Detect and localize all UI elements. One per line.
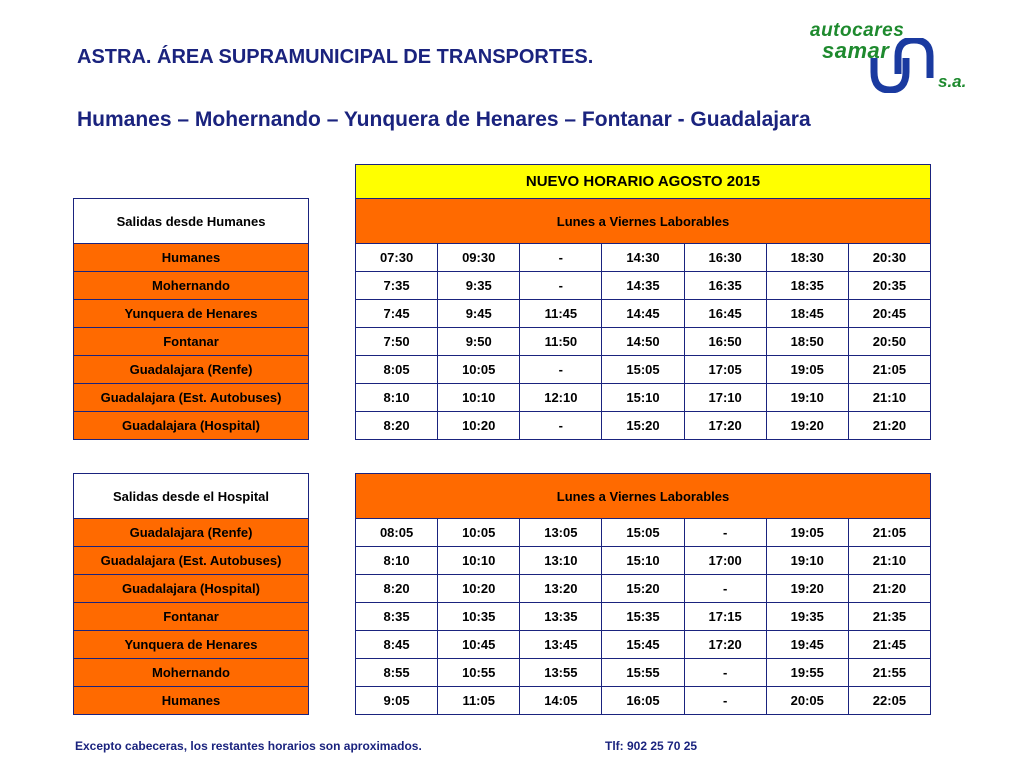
- time-cell: 19:20: [766, 412, 848, 440]
- time-cell: 15:35: [602, 603, 684, 631]
- time-cell: 18:50: [766, 328, 848, 356]
- time-cell: 16:05: [602, 687, 684, 715]
- stop-name: Guadalajara (Hospital): [74, 412, 309, 440]
- time-cell: 9:50: [438, 328, 520, 356]
- time-cell: -: [684, 659, 766, 687]
- time-cell: 18:45: [766, 300, 848, 328]
- stop-name: Humanes: [74, 687, 309, 715]
- time-cell: 19:05: [766, 519, 848, 547]
- inbound-times: [356, 519, 931, 715]
- stop-name: Yunquera de Henares: [74, 631, 309, 659]
- time-cell: 9:35: [438, 272, 520, 300]
- time-cell: 21:45: [848, 631, 930, 659]
- time-cell: 19:05: [766, 356, 848, 384]
- page-title: ASTRA. ÁREA SUPRAMUNICIPAL DE TRANSPORTES.: [77, 46, 594, 68]
- company-logo: [808, 18, 978, 96]
- time-cell: 15:20: [602, 575, 684, 603]
- stop-name: Humanes: [74, 244, 309, 272]
- time-cell: 7:45: [356, 300, 438, 328]
- time-cell: -: [684, 575, 766, 603]
- time-cell: 13:20: [520, 575, 602, 603]
- stop-row: [74, 603, 309, 631]
- time-cell: 21:35: [848, 603, 930, 631]
- time-cell: 7:35: [356, 272, 438, 300]
- time-row: [356, 412, 931, 440]
- time-cell: 8:55: [356, 659, 438, 687]
- time-cell: -: [520, 412, 602, 440]
- time-cell: 15:10: [602, 547, 684, 575]
- stop-row: [74, 272, 309, 300]
- time-cell: 10:20: [438, 412, 520, 440]
- time-cell: 17:20: [684, 412, 766, 440]
- time-cell: 21:20: [848, 412, 930, 440]
- time-cell: 21:10: [848, 384, 930, 412]
- time-cell: 17:15: [684, 603, 766, 631]
- stop-row: [74, 244, 309, 272]
- stop-name: Guadalajara (Hospital): [74, 575, 309, 603]
- stop-row: [74, 575, 309, 603]
- time-row: [356, 519, 931, 547]
- time-cell: 17:10: [684, 384, 766, 412]
- inbound-stops-table: [73, 473, 309, 715]
- time-cell: 20:30: [848, 244, 930, 272]
- time-cell: 8:05: [356, 356, 438, 384]
- stop-row: [74, 328, 309, 356]
- time-cell: 21:05: [848, 356, 930, 384]
- time-row: [356, 631, 931, 659]
- time-cell: -: [684, 687, 766, 715]
- logo-text-autocares: autocares: [810, 20, 905, 41]
- stop-row: [74, 356, 309, 384]
- time-cell: 19:35: [766, 603, 848, 631]
- stop-name: Guadalajara (Est. Autobuses): [74, 547, 309, 575]
- time-cell: 13:35: [520, 603, 602, 631]
- time-cell: 16:45: [684, 300, 766, 328]
- outbound-label: Salidas desde Humanes: [74, 199, 309, 244]
- time-cell: 10:55: [438, 659, 520, 687]
- footer-phone: Tlf: 902 25 70 25: [605, 739, 698, 753]
- time-cell: 20:05: [766, 687, 848, 715]
- time-cell: 18:30: [766, 244, 848, 272]
- time-cell: 12:10: [520, 384, 602, 412]
- stop-name: Guadalajara (Renfe): [74, 356, 309, 384]
- time-cell: 16:50: [684, 328, 766, 356]
- time-cell: 8:20: [356, 575, 438, 603]
- time-cell: 13:55: [520, 659, 602, 687]
- stop-row: [74, 300, 309, 328]
- stop-row: [74, 519, 309, 547]
- stop-row: [74, 687, 309, 715]
- stop-row: [74, 659, 309, 687]
- time-cell: 07:30: [356, 244, 438, 272]
- stop-name: Mohernando: [74, 272, 309, 300]
- time-cell: 19:20: [766, 575, 848, 603]
- time-cell: 8:10: [356, 547, 438, 575]
- time-cell: 09:30: [438, 244, 520, 272]
- time-cell: 15:55: [602, 659, 684, 687]
- time-cell: 15:10: [602, 384, 684, 412]
- stop-row: [74, 547, 309, 575]
- time-row: [356, 244, 931, 272]
- time-cell: -: [684, 519, 766, 547]
- logo-text-sa: s.a.: [938, 72, 967, 91]
- time-cell: 17:20: [684, 631, 766, 659]
- inbound-times-table: [355, 473, 931, 715]
- time-row: [356, 659, 931, 687]
- logo-text-samar: samar: [822, 38, 890, 63]
- time-cell: 14:45: [602, 300, 684, 328]
- time-cell: 13:45: [520, 631, 602, 659]
- time-row: [356, 603, 931, 631]
- outbound-service: Lunes a Viernes Laborables: [356, 199, 931, 244]
- time-cell: 19:10: [766, 384, 848, 412]
- time-cell: 20:50: [848, 328, 930, 356]
- outbound-times: [356, 244, 931, 440]
- time-cell: 17:05: [684, 356, 766, 384]
- stop-name: Mohernando: [74, 659, 309, 687]
- time-cell: 14:05: [520, 687, 602, 715]
- outbound-times-table: [355, 164, 931, 440]
- time-cell: 8:45: [356, 631, 438, 659]
- time-row: [356, 328, 931, 356]
- inbound-label: Salidas desde el Hospital: [74, 474, 309, 519]
- stop-row: [74, 384, 309, 412]
- outbound-stops: [74, 244, 309, 440]
- time-cell: 10:10: [438, 384, 520, 412]
- time-cell: 10:45: [438, 631, 520, 659]
- time-row: [356, 272, 931, 300]
- time-cell: 8:20: [356, 412, 438, 440]
- time-cell: 19:55: [766, 659, 848, 687]
- time-cell: 14:35: [602, 272, 684, 300]
- time-cell: 9:45: [438, 300, 520, 328]
- time-cell: 21:05: [848, 519, 930, 547]
- schedule-title: NUEVO HORARIO AGOSTO 2015: [356, 165, 931, 199]
- time-cell: 9:05: [356, 687, 438, 715]
- time-cell: 22:05: [848, 687, 930, 715]
- time-cell: 15:05: [602, 519, 684, 547]
- time-cell: 19:10: [766, 547, 848, 575]
- time-cell: -: [520, 356, 602, 384]
- footer-note: Excepto cabeceras, los restantes horarios son aproximados.: [75, 739, 422, 753]
- time-cell: 13:05: [520, 519, 602, 547]
- time-cell: 21:55: [848, 659, 930, 687]
- time-cell: 8:35: [356, 603, 438, 631]
- time-cell: 21:20: [848, 575, 930, 603]
- time-cell: 10:35: [438, 603, 520, 631]
- time-cell: 21:10: [848, 547, 930, 575]
- time-cell: 18:35: [766, 272, 848, 300]
- time-cell: 14:30: [602, 244, 684, 272]
- time-cell: 7:50: [356, 328, 438, 356]
- stop-name: Fontanar: [74, 603, 309, 631]
- time-row: [356, 687, 931, 715]
- time-row: [356, 384, 931, 412]
- time-cell: 17:00: [684, 547, 766, 575]
- outbound-stops-table: [73, 198, 309, 440]
- time-cell: 8:10: [356, 384, 438, 412]
- time-cell: 20:45: [848, 300, 930, 328]
- time-cell: -: [520, 244, 602, 272]
- time-cell: 13:10: [520, 547, 602, 575]
- time-cell: 11:50: [520, 328, 602, 356]
- time-cell: 11:05: [438, 687, 520, 715]
- time-cell: 14:50: [602, 328, 684, 356]
- time-cell: 15:20: [602, 412, 684, 440]
- time-row: [356, 547, 931, 575]
- inbound-service: Lunes a Viernes Laborables: [356, 474, 931, 519]
- time-cell: 10:05: [438, 356, 520, 384]
- stop-row: [74, 631, 309, 659]
- time-cell: -: [520, 272, 602, 300]
- stop-name: Guadalajara (Renfe): [74, 519, 309, 547]
- time-cell: 16:35: [684, 272, 766, 300]
- time-cell: 20:35: [848, 272, 930, 300]
- time-row: [356, 575, 931, 603]
- time-cell: 10:20: [438, 575, 520, 603]
- time-cell: 08:05: [356, 519, 438, 547]
- stop-name: Guadalajara (Est. Autobuses): [74, 384, 309, 412]
- stop-name: Fontanar: [74, 328, 309, 356]
- time-cell: 11:45: [520, 300, 602, 328]
- time-cell: 16:30: [684, 244, 766, 272]
- time-cell: 15:05: [602, 356, 684, 384]
- time-row: [356, 356, 931, 384]
- stop-row: [74, 412, 309, 440]
- stop-name: Yunquera de Henares: [74, 300, 309, 328]
- inbound-stops: [74, 519, 309, 715]
- time-cell: 10:05: [438, 519, 520, 547]
- route-title: Humanes – Mohernando – Yunquera de Henares – Fontanar - Guadalajara: [77, 108, 811, 131]
- samar-logo-icon: [870, 38, 940, 93]
- time-cell: 19:45: [766, 631, 848, 659]
- time-cell: 10:10: [438, 547, 520, 575]
- time-cell: 15:45: [602, 631, 684, 659]
- time-row: [356, 300, 931, 328]
